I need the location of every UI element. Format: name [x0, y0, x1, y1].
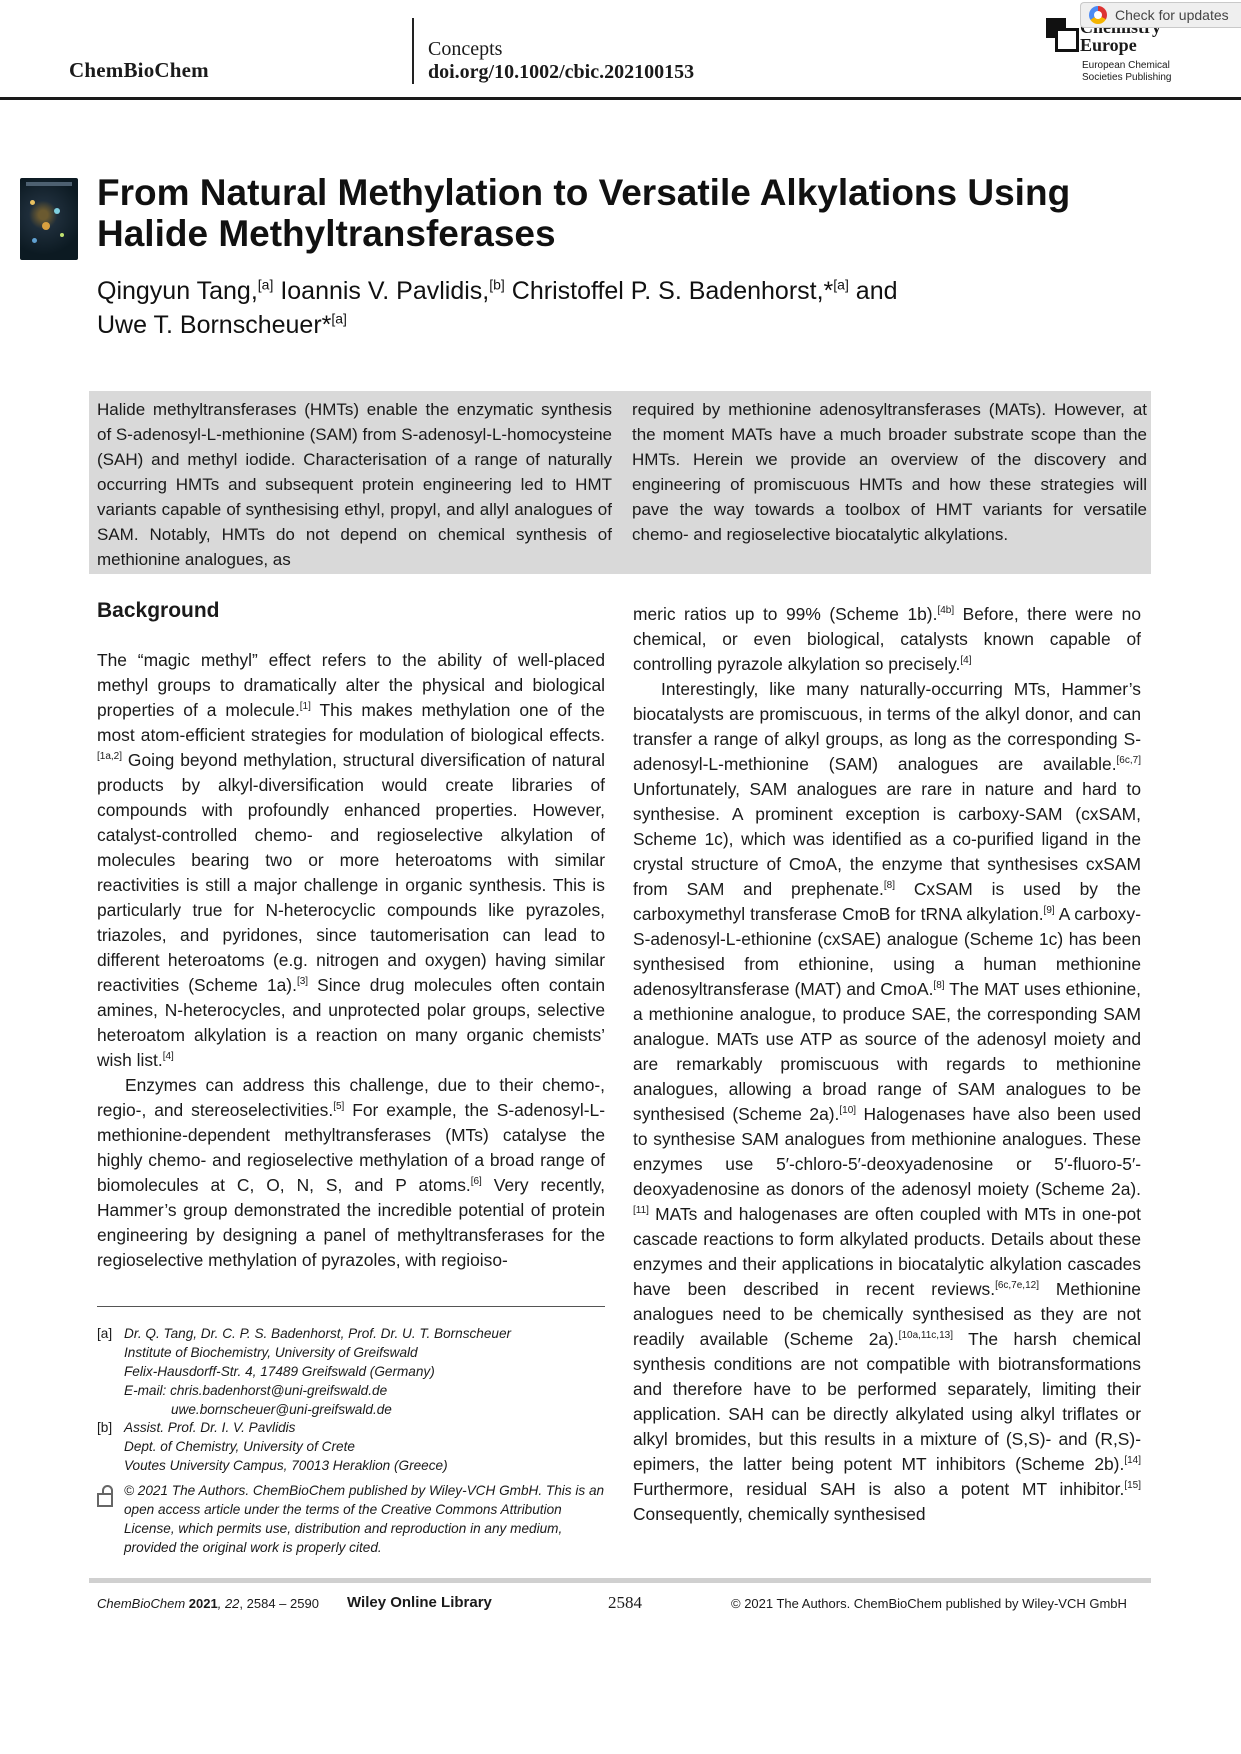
author-name: Christoffel P. S. Badenhorst,*: [511, 277, 834, 305]
affiliation-b: [97, 1418, 605, 1475]
affiliation-line: Assist. Prof. Dr. I. V. Pavlidis: [124, 1420, 296, 1435]
doi-link[interactable]: doi.org/10.1002/cbic.202100153: [428, 61, 695, 83]
author-list: [97, 274, 1137, 342]
affiliation-line: Felix-Hausdorff-Str. 4, 17489 Greifswald (Germany): [124, 1364, 435, 1379]
license-note: [97, 1481, 605, 1557]
open-access-lock-icon: [97, 1485, 111, 1503]
reference-citation[interactable]: [5]: [333, 1101, 345, 1113]
paragraph: Interestingly, like many naturally-occurring MTs, Hammer’s biocatalysts are promiscuous, in terms of the alkyl donor, and can transfer a range of alkyl groups, as long as the corresponding S-adenosyl-L-methionine (SAM) analogues are available.[6c,7] Unfortunately, SAM analogues are rare in nature and hard to synthesise. A prominent exception is carboxy-SAM (cxSAM, Scheme 1c), which was identified as a co-purified ligand in the crystal structure of CmoA, the enzyme that synthesises cxSAM from SAM and prephenate.[8] CxSAM is used by the carboxymethyl transferase CmoB for tRNA alkylation.[9] A carboxy-S-adenosyl-L-ethionine (cxSAE) analogue (Scheme 1c) has been synthesised from ethionine, using a human methionine adenosyltransferase (MAT) and CmoA.[8] The MAT uses ethionine, a methionine analogue, to produce SAE, the corresponding SAM analogue. MATs use ATP as source of the adenosyl moiety and are remarkably promiscuous with regards to methionine analogues, allowing a broad range of SAM analogues to be synthesised (Scheme 2a).[10] Halogenases have also been used to synthesise SAM analogues from methionine analogues. These enzymes use 5′-chloro-5′-deoxyadenosine or 5′-fluoro-5′-deoxyadenosine as donors of the adenosyl moiety (Scheme 2a).[11] MATs and halogenases are often coupled with MTs in one-pot cascade reactions to form alkylated products. Details about these enzymes and their applications in biocatalytic alkylation cascades have been described in recent reviews.[6c,7e,12] Methionine analogues need to be chemically synthesised as they are not readily available (Scheme 2a).[10a,11c,13] The harsh chemical synthesis conditions are not compatible with biotransformations and therefore have to be performed separately, limiting their application. SAH can be directly alkylated using alkyl triflates or alkyl bromides, but this results in a mixture of (S,S)- and (R,S)-epimers, the latter being potent MT inhibitors (Scheme 2b).[14] Furthermore, residual SAH is also a potent MT inhibitor.[15] Consequently, chemically synthesised: [633, 679, 1141, 1524]
author-affiliation-marker: [a]: [257, 276, 274, 293]
header-divider: [412, 18, 414, 84]
footer-journal: ChemBioChem: [97, 1596, 186, 1611]
journal-name: ChemBioChem: [69, 58, 209, 82]
footnote-rule: [97, 1306, 605, 1307]
paragraph: The “magic methyl” effect refers to the ability of well-placed methyl groups to dramatically alter the physical and biological properties of a molecule.[1] This makes methylation one of the most atom-efficient strategies for modulation of biological effects.[1a,2] Going beyond methylation, structural diversification of natural products by alkyl-diversification would create libraries of compounds with profoundly enhanced properties. However, catalyst-controlled chemo- and regioselective alkylation of molecules bearing two or more heteroatoms with similar reactivities is still a major challenge in organic synthesis. This is particularly true for N-heterocyclic compounds like pyrazoles, triazoles, and pyridones, since tautomerisation can lead to different heteroatoms (e.g. nitrogen and oxygen) having similar reactivities (Scheme 1a).[3] Since drug molecules often contain amines, N-heterocycles, and unprotected polar groups, selective heteroatom alkylation is a reaction on many organic chemists’ wish list.[4]: [97, 650, 605, 1070]
affiliation-line: Dept. of Chemistry, University of Crete: [124, 1439, 355, 1454]
reference-citation[interactable]: [8]: [883, 880, 895, 892]
affiliation-tag: [b]: [97, 1420, 113, 1435]
abstract-left: Halide methyltransferases (HMTs) enable the enzymatic synthesis of S-adenosyl-L-methionine (SAM) from S-adenosyl-L-homocysteine (SAH) and methyl iodide. Characterisation of a range of naturally occurring HMTs and subsequent protein engineering led to HMT variants capable of synthesising ethyl, propyl, and allyl analogues of SAM. Notably, HMTs do not depend on chemical synthesis of methionine analogues, as: [97, 400, 612, 569]
wiley-online-library-link[interactable]: Wiley Online Library: [347, 1594, 492, 1611]
header-rule: [0, 97, 1241, 100]
section-heading: Background: [97, 599, 220, 622]
email-link[interactable]: E-mail: chris.badenhorst@uni-greifswald.de: [124, 1383, 388, 1398]
reference-citation[interactable]: [6]: [470, 1176, 482, 1188]
publisher-name-line2: Europe: [1080, 35, 1137, 55]
reference-citation[interactable]: [4]: [960, 655, 972, 667]
reference-citation[interactable]: [6c,7e,12]: [995, 1280, 1039, 1292]
author-affiliation-marker: [a]: [833, 276, 849, 293]
author-affiliation-marker: [a]: [331, 310, 347, 327]
footer-year: 2021: [188, 1596, 218, 1611]
paragraph: meric ratios up to 99% (Scheme 1b).[4b] Before, there were no chemical, or even biological, catalysts known capable of controlling pyrazole alkylation so precisely.[4]: [633, 604, 1141, 674]
reference-citation[interactable]: [10a,11c,13]: [898, 1330, 953, 1342]
footer-copyright: © 2021 The Authors. ChemBioChem published by Wiley-VCH GmbH: [731, 1596, 1127, 1611]
author-name: Qingyun Tang,: [97, 277, 258, 305]
footer-pages: , 2584 – 2590: [239, 1596, 319, 1611]
abstract-box: [89, 391, 1151, 574]
author-name: Uwe T. Bornscheuer*: [97, 311, 332, 339]
footer-rule: [89, 1578, 1151, 1583]
affiliation-line: Voutes University Campus, 70013 Heraklion (Greece): [124, 1458, 448, 1473]
reference-citation[interactable]: [4]: [162, 1051, 174, 1063]
affiliation-a: [97, 1324, 605, 1419]
abstract-right: required by methionine adenosyltransferases (MATs). However, at the moment MATs have a much broader substrate scope than the HMTs. Herein we provide an overview of the discovery and engineering of promiscuous HMTs and how these strategies will pave the way towards a toolbox of HMT variants for versatile chemo- and regioselective biocatalytic alkylations.: [632, 400, 1147, 544]
body-left-column: [97, 598, 605, 1273]
affiliation-line: Dr. Q. Tang, Dr. C. P. S. Badenhorst, Prof. Dr. U. T. Bornscheuer: [124, 1326, 512, 1341]
affiliation-line: Institute of Biochemistry, University of Greifswald: [124, 1345, 418, 1360]
reference-citation[interactable]: [3]: [296, 976, 309, 988]
reference-citation[interactable]: [8]: [933, 980, 945, 992]
check-for-updates-label: Check for updates: [1115, 7, 1229, 23]
chemistry-europe-logo-icon: [1046, 18, 1076, 54]
reference-citation[interactable]: [1]: [299, 701, 311, 713]
journal-cover-thumbnail[interactable]: [20, 178, 78, 260]
reference-citation[interactable]: [10]: [839, 1105, 857, 1117]
author-name: Ioannis V. Pavlidis,: [280, 277, 490, 305]
crossmark-icon: [1089, 6, 1107, 24]
license-text: © 2021 The Authors. ChemBioChem published by Wiley-VCH GmbH. This is an open access article under the terms of the Creative Commons Attribution License, which permits use, distribution and reproduction in any medium, provided the original work is properly cited.: [124, 1483, 605, 1555]
publisher-subtitle: European Chemical Societies Publishing: [1082, 60, 1172, 83]
article-type: Concepts: [428, 38, 503, 60]
page-number: 2584: [608, 1593, 642, 1612]
author-name: and: [855, 277, 898, 305]
body-right-column: [633, 602, 1141, 1527]
reference-citation[interactable]: [6c,7]: [1116, 755, 1141, 767]
author-affiliation-marker: [b]: [489, 276, 505, 293]
reference-citation[interactable]: [4b]: [937, 605, 955, 617]
affiliation-tag: [a]: [97, 1326, 113, 1341]
reference-citation[interactable]: [9]: [1043, 905, 1055, 917]
email-link[interactable]: uwe.bornscheuer@uni-greifswald.de: [171, 1402, 392, 1417]
reference-citation[interactable]: [15]: [1124, 1480, 1141, 1492]
check-for-updates-button[interactable]: [1080, 2, 1241, 28]
reference-citation[interactable]: [14]: [1124, 1455, 1141, 1467]
reference-citation[interactable]: [1a,2]: [97, 751, 123, 763]
footer-citation: ChemBioChem 2021, 22, 2584 – 2590: [97, 1596, 319, 1611]
footer-volume: 22: [224, 1596, 240, 1611]
reference-citation[interactable]: [11]: [633, 1205, 649, 1217]
paragraph: Enzymes can address this challenge, due to their chemo-, regio-, and stereoselectivities.[5] For example, the S-adenosyl-L-methionine-dependent methyltransferases (MTs) catalyse the highly chemo- and regioselective methylation of a broad range of biomolecules at C, O, N, S, and P atoms.[6] Very recently, Hammer’s group demonstrated the incredible potential of protein engineering by designing a panel of methyltransferases for the regioselective methylation of pyrazoles, with regioiso-: [97, 1075, 605, 1270]
article-title: From Natural Methylation to Versatile Alkylations Using Halide Methyltransferases: [97, 172, 1071, 254]
